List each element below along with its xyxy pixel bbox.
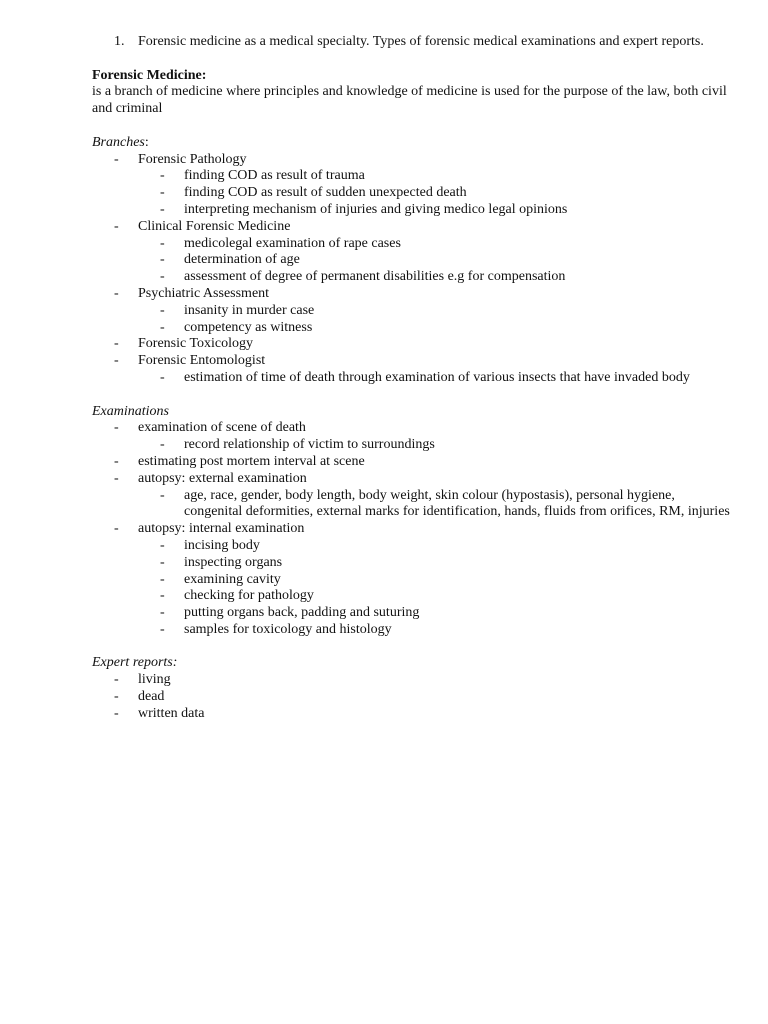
examination-item: [92, 454, 732, 471]
spacer: [92, 387, 732, 404]
definition-term: Forensic Medicine:: [92, 67, 207, 83]
bullet-dash: -: [114, 151, 119, 167]
branch-subitem-text: assessment of degree of permanent disabilities e.g for compensation: [184, 269, 566, 285]
bullet-dash: -: [114, 689, 119, 705]
expert-report-item: [92, 672, 732, 689]
bullet-dash: -: [114, 672, 119, 688]
branch-sublist: [138, 168, 732, 218]
branch-subitem: [138, 168, 732, 185]
branch-sublist: [138, 236, 732, 286]
branch-subitem-text: interpreting mechanism of injuries and giving medico legal opinions: [184, 201, 568, 217]
bullet-dash: -: [114, 420, 119, 436]
examination-subitem-text: incising body: [184, 537, 260, 553]
definition-block: [92, 68, 732, 118]
branch-item: [92, 219, 732, 286]
bullet-dash: -: [114, 218, 119, 234]
bullet-dash: -: [160, 302, 165, 318]
examination-subitem: [138, 538, 732, 555]
examination-subitem: [138, 555, 732, 572]
branch-sublist: [138, 303, 732, 337]
bullet-dash: -: [114, 705, 119, 721]
bullet-dash: -: [160, 588, 165, 604]
branch-subitem: [138, 269, 732, 286]
branch-subitem: [138, 185, 732, 202]
examination-sublist: [138, 538, 732, 639]
bullet-dash: -: [160, 252, 165, 268]
bullet-dash: -: [160, 269, 165, 285]
expert-report-item-text: written data: [138, 705, 205, 721]
branch-subitem: [138, 202, 732, 219]
branch-item-label: Clinical Forensic Medicine: [138, 218, 291, 234]
branches-list: [92, 152, 732, 387]
examinations-section: [92, 404, 732, 639]
branch-item-label: Forensic Entomologist: [138, 353, 266, 369]
definition-text: is a branch of medicine where principles and knowledge of medicine is used for the purpose of the law, both civil and criminal: [92, 84, 727, 117]
examination-subitem: [138, 605, 732, 622]
bullet-dash: -: [160, 235, 165, 251]
examination-subitem: [138, 488, 732, 522]
examination-subitem: [138, 588, 732, 605]
examination-item-label: examination of scene of death: [138, 420, 306, 436]
bullet-dash: -: [160, 621, 165, 637]
bullet-dash: -: [160, 437, 165, 453]
bullet-dash: -: [160, 201, 165, 217]
examination-subitem-text: record relationship of victim to surroundings: [184, 437, 435, 453]
branches-title: [92, 135, 732, 152]
heading-number: 1.: [114, 34, 125, 49]
expert-report-item-text: dead: [138, 689, 165, 705]
branch-sublist: [138, 370, 732, 387]
branch-subitem-text: determination of age: [184, 252, 300, 268]
expert-report-item-text: living: [138, 672, 171, 688]
branch-subitem: [138, 370, 732, 387]
examinations-list: [92, 420, 732, 638]
bullet-dash: -: [114, 453, 119, 469]
expert-report-item: [92, 689, 732, 706]
examination-subitem-text: checking for pathology: [184, 588, 314, 604]
bullet-dash: -: [114, 285, 119, 301]
examination-subitem-text: inspecting organs: [184, 554, 283, 570]
branch-subitem-text: competency as witness: [184, 319, 313, 335]
branches-title-text: Branches: [92, 134, 145, 150]
branch-subitem-text: estimation of time of death through examination of various insects that have invaded body: [184, 369, 690, 385]
document-page: [92, 34, 732, 723]
branch-subitem: [138, 236, 732, 253]
branch-item: [92, 353, 732, 387]
examination-sublist: [138, 437, 732, 454]
bullet-dash: -: [114, 353, 119, 369]
bullet-dash: -: [160, 554, 165, 570]
branch-item-label: Forensic Pathology: [138, 151, 247, 167]
section-heading: [92, 34, 732, 51]
branch-subitem-text: medicolegal examination of rape cases: [184, 235, 401, 251]
bullet-dash: -: [160, 537, 165, 553]
branch-item: [92, 336, 732, 353]
expert-reports-list: [92, 672, 732, 722]
branch-subitem: [138, 303, 732, 320]
bullet-dash: -: [114, 470, 119, 486]
expert-report-item: [92, 706, 732, 723]
bullet-dash: -: [114, 336, 119, 352]
spacer: [92, 639, 732, 656]
branch-item-label: Psychiatric Assessment: [138, 285, 270, 301]
branch-subitem: [138, 252, 732, 269]
examination-item: [92, 471, 732, 521]
expert-reports-title: Expert reports:: [92, 655, 178, 671]
bullet-dash: -: [114, 521, 119, 537]
branch-item: [92, 286, 732, 336]
branch-item-label: Forensic Toxicology: [138, 336, 254, 352]
examination-item: [92, 420, 732, 454]
bullet-dash: -: [160, 185, 165, 201]
examination-subitem: [138, 572, 732, 589]
bullet-dash: -: [160, 487, 165, 503]
examination-item-label: autopsy: internal examination: [138, 521, 305, 537]
examination-item-label: estimating post mortem interval at scene: [138, 453, 365, 469]
branch-subitem-text: finding COD as result of sudden unexpected death: [184, 185, 467, 201]
bullet-dash: -: [160, 369, 165, 385]
examinations-title: Examinations: [92, 403, 169, 419]
heading-text: Forensic medicine as a medical specialty. Types of forensic medical examinations and expert reports.: [138, 34, 704, 49]
examination-subitem: [138, 437, 732, 454]
branches-title-colon: :: [144, 134, 149, 150]
spacer: [92, 51, 732, 68]
examination-subitem: [138, 622, 732, 639]
branch-subitem-text: insanity in murder case: [184, 302, 315, 318]
examination-item: [92, 521, 732, 639]
branches-section: [92, 135, 732, 387]
expert-reports-section: [92, 655, 732, 722]
examination-subitem-text: age, race, gender, body length, body weight, skin colour (hypostasis), personal hygiene, congenital deformities, external marks for identification, hands, fluids from orifices, RM, injuries: [184, 487, 730, 520]
bullet-dash: -: [160, 168, 165, 184]
bullet-dash: -: [160, 605, 165, 621]
examination-subitem-text: putting organs back, padding and suturing: [184, 605, 420, 621]
branch-subitem: [138, 320, 732, 337]
examination-subitem-text: examining cavity: [184, 571, 281, 587]
bullet-dash: -: [160, 571, 165, 587]
branch-subitem-text: finding COD as result of trauma: [184, 168, 365, 184]
branch-item: [92, 152, 732, 219]
spacer: [92, 118, 732, 135]
bullet-dash: -: [160, 319, 165, 335]
examination-subitem-text: samples for toxicology and histology: [184, 621, 392, 637]
examination-item-label: autopsy: external examination: [138, 470, 307, 486]
examination-sublist: [138, 488, 732, 522]
